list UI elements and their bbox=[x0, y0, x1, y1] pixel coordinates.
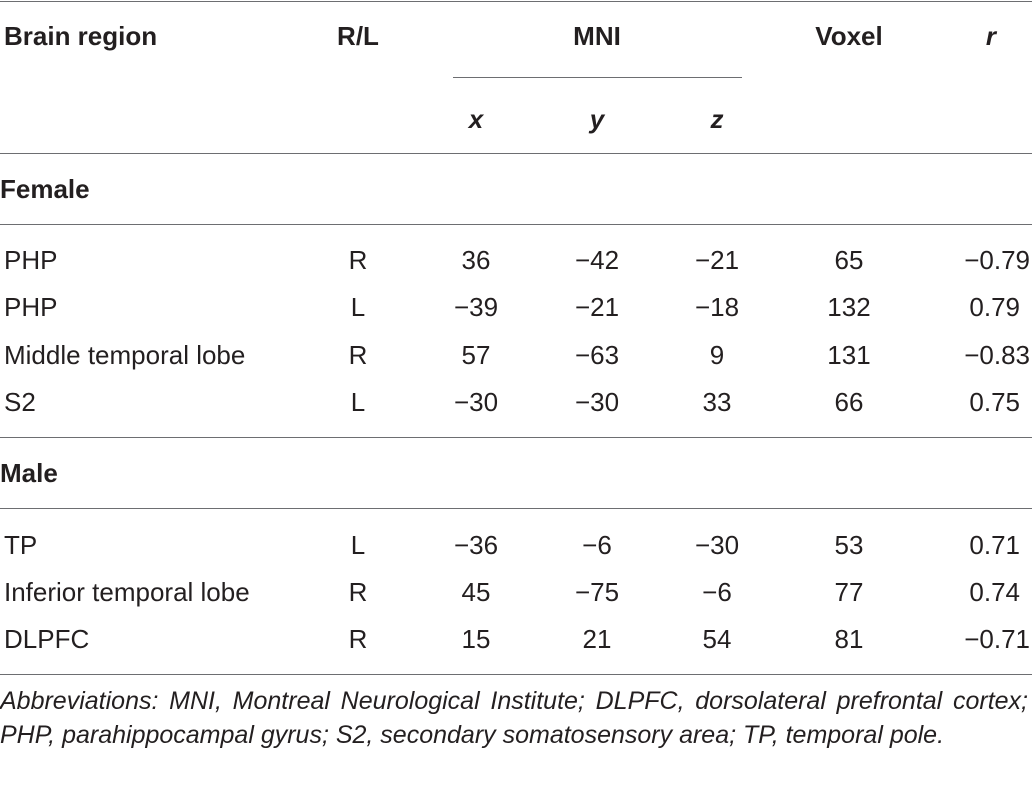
cell-y: −75 bbox=[574, 577, 620, 607]
table-footnote: Abbreviations: MNI, Montreal Neurological Institute; DLPFC, dorsolateral prefrontal cortex; PHP, parahippocampal gyrus; S2, secondary somatosensory area; TP, temporal pole. bbox=[0, 687, 1028, 749]
cell-y: −63 bbox=[574, 340, 620, 370]
cell-z: −6 bbox=[702, 577, 732, 607]
cell-voxel: 53 bbox=[834, 530, 864, 560]
cell-r: 0.79 bbox=[969, 292, 1020, 322]
cell-region: PHP bbox=[4, 245, 58, 275]
header-bottom-rule bbox=[0, 153, 1032, 154]
male-group-rule bbox=[0, 508, 1032, 509]
header-x: x bbox=[468, 104, 484, 134]
cell-x: −30 bbox=[453, 387, 499, 417]
cell-side: L bbox=[350, 387, 366, 417]
cell-side: R bbox=[348, 577, 368, 607]
group-label-male: Male bbox=[0, 458, 58, 488]
cell-voxel: 81 bbox=[834, 624, 864, 654]
header-voxel: Voxel bbox=[815, 21, 883, 51]
cell-z: −18 bbox=[694, 292, 740, 322]
cell-x: 15 bbox=[461, 624, 491, 654]
cell-r: −0.83 bbox=[964, 340, 1030, 370]
cell-x: −39 bbox=[453, 292, 499, 322]
cell-region: Inferior temporal lobe bbox=[4, 577, 250, 607]
cell-region: PHP bbox=[4, 292, 58, 322]
cell-region: DLPFC bbox=[4, 624, 90, 654]
cell-r: −0.79 bbox=[964, 245, 1030, 275]
cell-z: 33 bbox=[702, 387, 732, 417]
cell-x: 45 bbox=[461, 577, 491, 607]
female-end-rule bbox=[0, 437, 1032, 438]
header-brain-region: Brain region bbox=[4, 21, 158, 51]
cell-region: Middle temporal lobe bbox=[4, 340, 246, 370]
cell-y: −42 bbox=[574, 245, 620, 275]
cell-voxel: 77 bbox=[834, 577, 864, 607]
cell-side: L bbox=[350, 530, 366, 560]
cell-side: L bbox=[350, 292, 366, 322]
cell-z: −21 bbox=[694, 245, 740, 275]
cell-r: 0.71 bbox=[969, 530, 1020, 560]
cell-side: R bbox=[348, 624, 368, 654]
header-rl: R/L bbox=[337, 21, 379, 51]
cell-voxel: 66 bbox=[834, 387, 864, 417]
cell-x: 36 bbox=[461, 245, 491, 275]
cell-z: 54 bbox=[702, 624, 732, 654]
cell-voxel: 65 bbox=[834, 245, 864, 275]
header-r: r bbox=[985, 21, 996, 51]
cell-x: −36 bbox=[453, 530, 499, 560]
cell-r: 0.74 bbox=[969, 577, 1020, 607]
header-y: y bbox=[589, 104, 605, 134]
cell-y: −21 bbox=[574, 292, 620, 322]
group-label-female: Female bbox=[0, 174, 90, 204]
cell-voxel: 131 bbox=[827, 340, 871, 370]
cell-z: 9 bbox=[709, 340, 725, 370]
female-group-rule bbox=[0, 224, 1032, 225]
cell-z: −30 bbox=[694, 530, 740, 560]
cell-region: TP bbox=[4, 530, 38, 560]
cell-r: 0.75 bbox=[969, 387, 1020, 417]
mni-span-rule bbox=[453, 77, 742, 78]
cell-y: 21 bbox=[582, 624, 612, 654]
cell-y: −30 bbox=[574, 387, 620, 417]
cell-region: S2 bbox=[4, 387, 36, 417]
cell-side: R bbox=[348, 245, 368, 275]
cell-y: −6 bbox=[582, 530, 612, 560]
header-z: z bbox=[710, 104, 724, 134]
header-mni: MNI bbox=[573, 21, 621, 51]
cell-voxel: 132 bbox=[827, 292, 871, 322]
cell-side: R bbox=[348, 340, 368, 370]
cell-r: −0.71 bbox=[964, 624, 1030, 654]
table-bottom-rule bbox=[0, 674, 1032, 675]
cell-x: 57 bbox=[461, 340, 491, 370]
table-top-rule bbox=[0, 1, 1032, 2]
